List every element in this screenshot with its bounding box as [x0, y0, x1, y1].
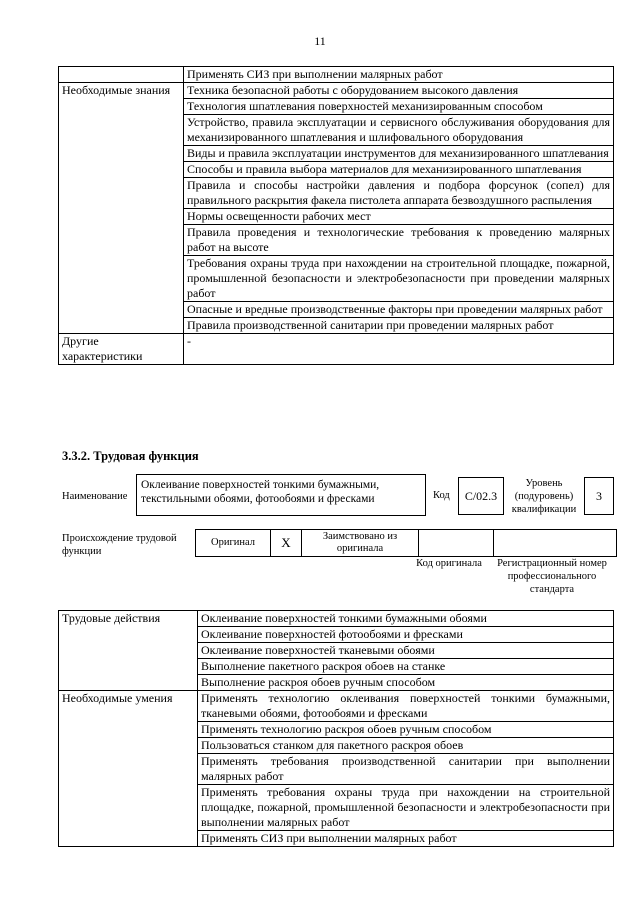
code-value: C/02.3 — [464, 489, 498, 503]
knowledge-item: Способы и правила выбора материалов для механизированного шпатлевания — [184, 162, 614, 178]
level-box — [584, 477, 614, 515]
knowledge-label: Необходимые знания — [59, 83, 184, 334]
code-caption: Код оригинала — [416, 558, 482, 569]
knowledge-item: Правила производственной санитарии при проведении малярных работ — [184, 318, 614, 334]
registration-number-cell — [494, 530, 617, 557]
table-row — [59, 83, 614, 99]
function-name: Оклеивание поверхностей тонкими бумажными, текстильными обоями, фотообоями и фресками — [141, 479, 380, 505]
labor-action-item: Выполнение пакетного раскроя обоев на станке — [198, 659, 614, 675]
section-title: 3.3.2. Трудовая функция — [62, 449, 199, 463]
level-value: 3 — [596, 489, 602, 503]
knowledge-item: Технология шпатлевания поверхностей механизированным способом — [184, 99, 614, 115]
original-mark: X — [271, 530, 302, 557]
knowledge-item: Устройство, правила эксплуатации и сервисного обслуживания оборудования для механизированного шпатлевания и шлифовального оборудования — [184, 115, 614, 146]
skills-label: Необходимые умения — [59, 691, 198, 847]
labor-action-item: Оклеивание поверхностей фотообоями и фресками — [198, 627, 614, 643]
original-label: Оригинал — [196, 530, 271, 557]
other-characteristics-value: - — [184, 334, 614, 365]
registration-caption: Регистрационный номер профессионального стандарта — [497, 558, 607, 595]
code-box — [458, 477, 504, 515]
page-number: 11 — [314, 34, 326, 48]
code-label: Код — [433, 490, 450, 501]
original-code-cell — [419, 530, 494, 557]
origin-table — [195, 529, 617, 557]
skill-item: Применять технологию оклеивания поверхностей тонкими бумажными, тканевыми обоями, фотообоями и фресками — [198, 691, 614, 722]
other-characteristics-label: Другие характеристики — [59, 334, 184, 365]
table-row — [59, 334, 614, 365]
knowledge-item: Требования охраны труда при нахождении на строительной площадке, пожарной, промышленной безопасности и электробезопасности при проведении малярных работ — [184, 256, 614, 302]
table-row — [59, 67, 614, 83]
skill-item: Применять технологию раскроя обоев ручным способом — [198, 722, 614, 738]
knowledge-item: Техника безопасной работы с оборудованием высокого давления — [184, 83, 614, 99]
empty-cell — [59, 67, 184, 83]
knowledge-item: Нормы освещенности рабочих мест — [184, 209, 614, 225]
function-name-box — [136, 474, 426, 516]
skill-item: Применять требования производственной санитарии при выполнении малярных работ — [198, 754, 614, 785]
level-label: Уровень (подуровень) квалификации — [511, 478, 577, 515]
knowledge-item: Правила и способы настройки давления и подбора форсунок (сопел) для правильного раскрытия факела пистолета аппарата безвоздушного распыления — [184, 178, 614, 209]
name-label: Наименование — [62, 491, 128, 502]
knowledge-item: Опасные и вредные производственные факторы при проведении малярных работ — [184, 302, 614, 318]
origin-label: Происхождение трудовой функции — [62, 533, 177, 557]
skill-item: Применять требования охраны труда при нахождении на строительной площадке, пожарной, промышленной безопасности и электробезопасности при выполнении малярных работ — [198, 785, 614, 831]
actions-table — [58, 610, 614, 847]
table-row — [59, 691, 614, 722]
labor-action-item: Оклеивание поверхностей тонкими бумажными обоями — [198, 611, 614, 627]
labor-action-item: Оклеивание поверхностей тканевыми обоями — [198, 643, 614, 659]
knowledge-item: Виды и правила эксплуатации инструментов для механизированного шпатлевания — [184, 146, 614, 162]
table-row — [59, 611, 614, 627]
labor-actions-label: Трудовые действия — [59, 611, 198, 691]
table-row — [196, 530, 617, 557]
skill-item: Пользоваться станком для пакетного раскроя обоев — [198, 738, 614, 754]
knowledge-item: Правила проведения и технологические требования к проведению малярных работ на высоте — [184, 225, 614, 256]
skill-item: Применять СИЗ при выполнении малярных работ — [198, 831, 614, 847]
borrowed-label: Заимствовано из оригинала — [302, 530, 419, 557]
labor-action-item: Выполнение раскроя обоев ручным способом — [198, 675, 614, 691]
table-cell: Применять СИЗ при выполнении малярных работ — [184, 67, 614, 83]
knowledge-table — [58, 66, 614, 365]
